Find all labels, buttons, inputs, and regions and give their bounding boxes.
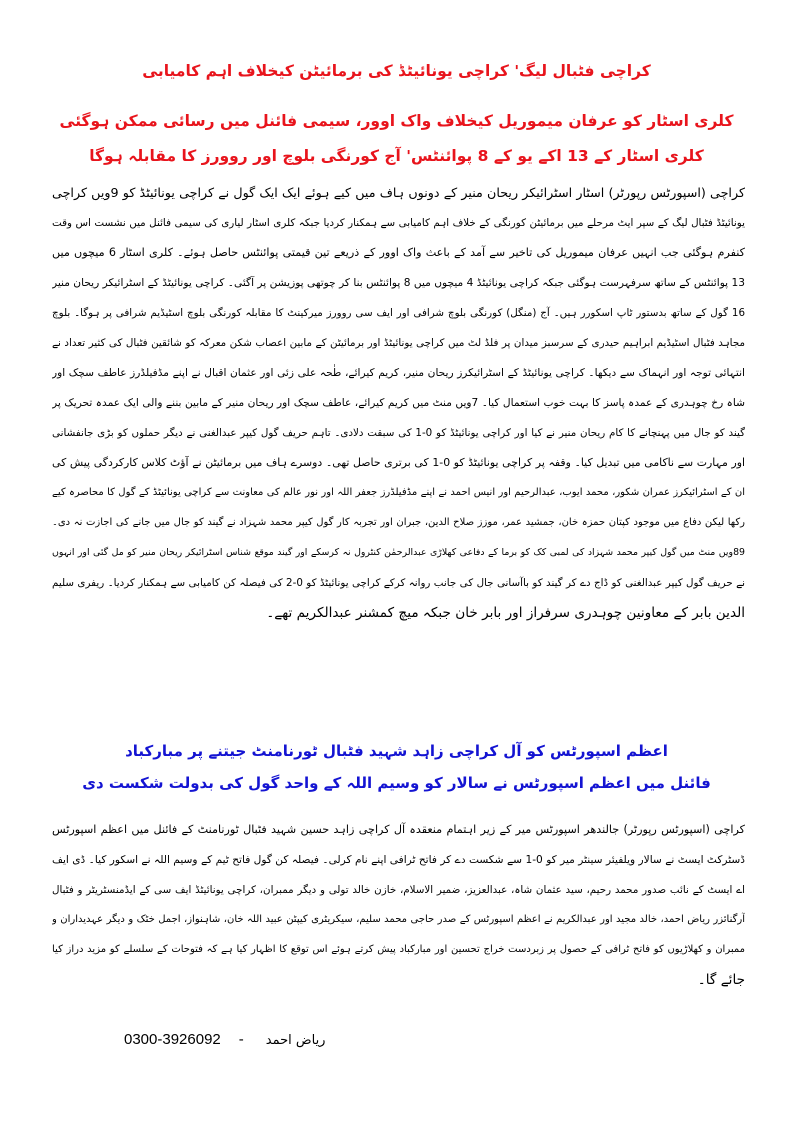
article-1-line: یونائیٹڈ فٹبال لیگ کے سپر ایٹ مرحلے میں برمائیٹن کورنگی کے خلاف اہم کامیابی سے ہمکنار کردیا جبکہ کلری اسٹار لیاری کی سیمی فائنل میں نشست اس وقت — [52, 217, 745, 229]
article-1-line: مجاہد فٹبال اسٹیڈیم ابراہیم حیدری کے سرسبز میدان پر فلڈ لٹ میں کراچی یونائیٹڈ اور برمائیٹن کے مابین اعصاب شکن معرکہ کو شائقین فٹبال کی کثیر تعداد نے — [52, 337, 745, 349]
signature — [124, 1028, 325, 1052]
article-1-line: 16 گول کے ساتھ بدستور ٹاپ اسکورر ہیں۔ آج (منگل) کورنگی بلوچ شرافی اور ایف سی روورز میرکینٹ کا مقابلہ کورنگی بلوچ اسٹیڈیم شرافی پر ہوگا۔ بلوچ — [52, 307, 745, 319]
article-2-line: آرگنائزر ریاض احمد، خالد مجید اور عبدالکریم نے اعظم اسپورٹس کے صدر حاجی محمد سلیم، سیکریٹری کیپٹن عبید اللہ خان، شاہنواز، اجمل خٹک و دیگر عہدیداران و — [52, 914, 745, 925]
article-1-line: اور مہارت سے ناکامی میں تبدیل کیا۔ وقفہ پر کراچی یونائیٹڈ کو 0-1 کی برتری حاصل تھی۔ دوسرے ہاف میں برمائیٹن نے آؤٹ کلاس کارکردگی پیش کی — [52, 456, 745, 469]
article-1-line: رکھا لیکن دفاع میں موجود کپتان حمزہ خان، جمشید عمر، موزز صلاح الدین، جبران اور تجربہ کار گول کیپر محمد شہزاد نے گیند کو جال میں جانے کی اجازت نہ دی۔ — [52, 517, 745, 528]
article-1-line: 13 پوائنٹس کے ساتھ سرفہرست ہوگئی جبکہ کراچی یونائیٹڈ 4 میچوں میں 8 پوائنٹس بنا کر چوتھی پوزیشن پر آگئی۔ کراچی یونائیٹڈ کے اسٹرائیکر ریحان منیر — [52, 277, 745, 289]
article-1-line: ان کے اسٹرائیکرز عمران شکور، محمد ایوب، عبدالرحیم اور انیس احمد نے اپنے مڈفیلڈرز جعفر اللہ اور نور عالم کی معاونت سے کراچی یونائیٹڈ کے گول کا محاصرہ کیے — [52, 487, 745, 498]
headline-3: کلری اسٹار کے 13 اکے یو کے 8 پوائنٹس' آج کورنگی بلوچ اور روورز کا مقابلہ ہوگا — [89, 147, 704, 165]
article-2-body — [52, 815, 745, 995]
article-1-line: کنفرم ہوگئی جب انہیں عرفان میموریل کی تاخیر سے آمد کے باعث واک اوور کے ذریعے تین قیمتی پوائنٹس حاصل ہوئے۔ کلری اسٹار 6 میچوں میں — [52, 246, 745, 259]
article-2-line: ممبران و کھلاڑیوں کو فاتح ٹرافی کے حصول پر زبردست خراج تحسین اور مبارکباد پیش کرتے ہوئے اس توقع کا اظہار کیا ہے کہ فتوحات کے سلسلے کو مزید دراز کیا — [52, 944, 745, 955]
signature-name: ریاض احمد — [265, 1033, 326, 1048]
article-2-line: اے ایسٹ کے نائب صدور محمد رحیم، سید عثمان شاہ، عبدالعزیز، ضمیر الاسلام، خازن خالد تولی و دیگر ممبران، کراچی یونائیٹڈ ایف سی کے ایڈمنسٹریٹر و فٹبال — [52, 884, 745, 896]
article-2-line: جائے گا۔ — [697, 972, 745, 988]
headline-1: کراچی فٹبال لیگ' کراچی یونائیٹڈ کی برمائیٹن کیخلاف اہم کامیابی — [142, 62, 651, 80]
signature-phone: 0300-3926092 — [124, 1031, 221, 1048]
headline-4: اعظم اسپورٹس کو آل کراچی زاہد شہید فٹبال ٹورنامنٹ جیتنے پر مبارکباد — [125, 742, 668, 760]
article-1-body — [52, 178, 745, 628]
headline-5: فائنل میں اعظم اسپورٹس نے سالار کو وسیم اللہ کے واحد گول کی بدولت شکست دی — [82, 774, 711, 792]
article-1-line: نے حریف گول کیپر عبدالغنی کو ڈاج دے کر گیند کو باآسانی جال کی جانب روانہ کرکے کراچی یونائیٹڈ کو 0-2 کی فیصلہ کن کامیابی سے ہمکنار کردیا۔ ریفری سلیم — [52, 577, 745, 589]
article-2-line: کراچی (اسپورٹس رپورٹر) جالندھر اسپورٹس میر کے زیر اہتمام منعقدہ آل کراچی زاہد حسین شہید فٹبال ٹورنامنٹ کے فائنل میں اعظم اسپورٹس — [52, 823, 745, 836]
article-1-line: انتہائی توجہ اور انہماک سے دیکھا۔ کراچی یونائیٹڈ کے اسٹرائیکرز ریحان منیر، کریم کیرائے، طٰحہ علی زئی اور عثمان اقبال نے اپنے مڈفیلڈرز عاطف سچک اور — [52, 367, 745, 379]
headline-2: کلری اسٹار کو عرفان میموریل کیخلاف واک اوور، سیمی فائنل میں رسائی ممکن ہوگئی — [59, 112, 734, 130]
article-2-line: ڈسٹرکٹ ایسٹ نے سالار ویلفیئر سینٹر میر کو 0-1 سے شکست دے کر فاتح ٹرافی اپنے نام کرلی۔ فیصلہ کن گول فاتح ٹیم کے وسیم اللہ نے اسکور کیا۔ ڈی ایف — [52, 854, 745, 866]
article-1-line: گیند کو جال میں پہنچانے کا کام ریحان منیر نے کیا اور کراچی یونائیٹڈ کو 0-1 کی سبقت دلادی۔ تاہم حریف گول کیپر عبدالغنی نے دیگر حملوں کو بڑی جانفشانی — [52, 427, 745, 439]
article-1-line: کراچی (اسپورٹس رپورٹر) اسٹار اسٹرائیکر ریحان منیر کے دونوں ہاف میں کیے ہوئے ایک ایک گول نے کراچی یونائیٹڈ کو 9ویں کراچی — [52, 185, 745, 200]
article-1-line: الدین بابر کے معاونین چوہدری سرفراز اور بابر خان جبکہ میچ کمشنر عبدالکریم تھے۔ — [266, 605, 745, 621]
article-1-line: 89ویں منٹ میں گول کیپر محمد شہزاد کی لمبی کک کو برما کے دفاعی کھلاڑی عبدالرحمٰن کنٹرول نہ کرسکے اور گیند موقع شناس اسٹرائیکر ریحان منیر کو مل گئی اور انہوں — [52, 547, 745, 558]
article-1-line: شاہ رخ چوہدری کے عمدہ پاسز کا بہت خوب استعمال کیا۔ 7ویں منٹ میں کریم کیرائے، عاطف سچک اور ریحان منیر کے مابین بننے والی ایک عمدہ تحریک پر — [52, 397, 745, 409]
signature-separator: - — [238, 1031, 244, 1048]
